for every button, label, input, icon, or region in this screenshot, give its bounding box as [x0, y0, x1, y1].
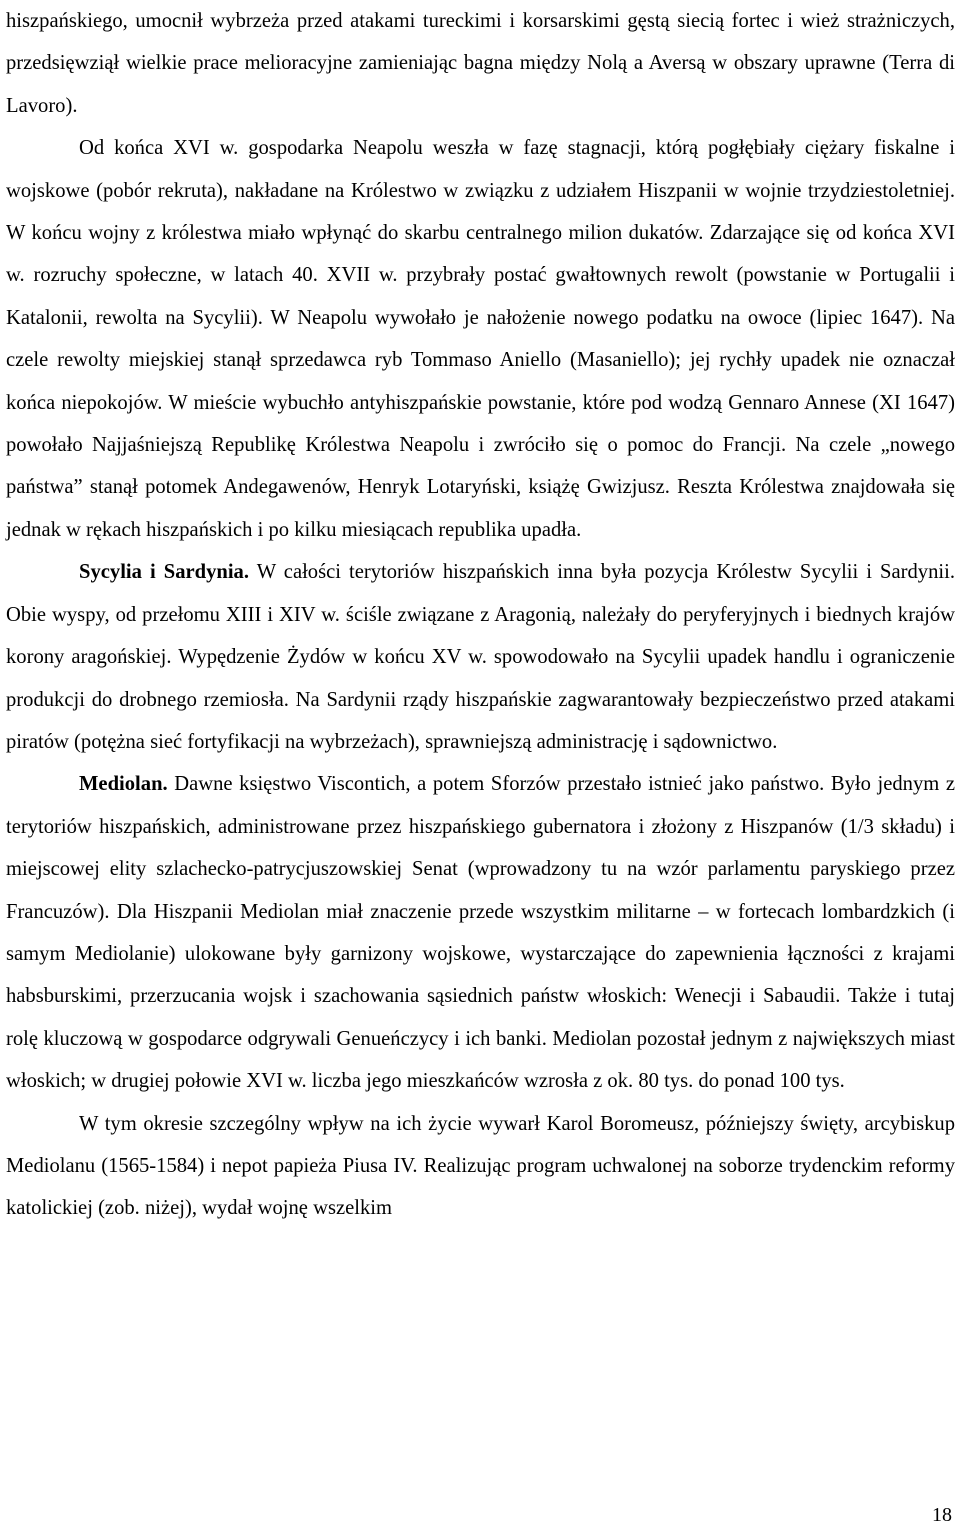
paragraph-sicily-sardinia: [6, 551, 955, 763]
section-heading-sicily-sardinia: Sycylia i Sardynia.: [79, 561, 250, 584]
paragraph-text: hiszpańskiego, umocnił wybrzeża przed atakami tureckimi i korsarskimi gęstą siecią fortec i wież strażniczych, przedsięwziął wielkie prace melioracyjne zamieniając bagna między Nolą a Aversą w obszary uprawne (Terra di Lavoro).: [6, 10, 955, 117]
paragraph-borromeo: [6, 1103, 955, 1230]
section-heading-milan: Mediolan.: [79, 773, 168, 796]
paragraph-naples-economy: [6, 127, 955, 551]
paragraph-text: W tym okresie szczególny wpływ na ich życie wywarł Karol Boromeusz, późniejszy święty, arcybiskup Mediolanu (1565-1584) i nepot papieża Piusa IV. Realizując program uchwalonej na soborze trydenckim reformy katolickiej (zob. niżej), wydał wojnę wszelkim: [6, 1112, 955, 1220]
page-number: 18: [932, 1504, 952, 1526]
paragraph-text: Od końca XVI w. gospodarka Neapolu weszła w fazę stagnacji, którą pogłębiały ciężary fiskalne i wojskowe (pobór rekruta), nakładane na Królestwo w związku z udziałem Hiszpanii w wojnie trzydziestoletniej. W końcu wojny z królestwa miało wpłynąć do skarbu centralnego milion dukatów. Zdarzające się od końca XVI w. rozruchy społeczne, w latach 40. XVII w. przybrały postać gwałtownych rewolt (powstanie w Portugalii i Katalonii, rewolta na Sycylii). W Neapolu wywołało je nałożenie nowego podatku na owoce (lipiec 1647). Na czele rewolty miejskiej stanął sprzedawca ryb Tommaso Aniello (Masaniello); jej rychły upadek nie oznaczał końca niepokojów. W mieście wybuchło antyhiszpańskie powstanie, które pod wodzą Gennaro Annese (XI 1647) powołało Najjaśniejszą Republikę Królestwa Neapolu i zwróciło się o pomoc do Francji. Na czele „nowego państwa” stanął potomek Andegawenów, Henryk Lotaryński, książę Gwizjusz. Reszta Królestwa znajdowała się jednak w rękach hiszpańskich i po kilku miesiącach republika upadła.: [6, 137, 955, 541]
paragraph-milan: [6, 763, 955, 1102]
paragraph-text: Dawne księstwo Viscontich, a potem Sforzów przestało istnieć jako państwo. Było jednym z terytoriów hiszpańskich, administrowane przez hiszpańskiego gubernatora i złożony z Hiszpanów (1/3 składu) i miejscowej elity szlachecko-patrycjuszowskiej Senat (wprowadzony tu na wzór parlamentu paryskiego przez Francuzów). Dla Hiszpanii Mediolan miał znaczenie przede wszystkim militarne – w fortecach lombardzkich (i samym Mediolanie) ulokowane były garnizony wojskowe, wystarczające do zapewnienia łączności z krajami habsburskimi, przerzucania wojsk i szachowania sąsiednich państw włoskich: Wenecji i Sabaudii. Także i tutaj rolę kluczową w gospodarce odgrywali Genueńczycy i ich banki. Mediolan pozostał jednym z największych miast włoskich; w drugiej połowie XVI w. liczba jego mieszkańców wzrosła z ok. 80 tys. do ponad 100 tys.: [6, 773, 955, 1093]
body-text: [6, 0, 955, 1230]
paragraph-continuation: [6, 0, 955, 127]
paragraph-text: W całości terytoriów hiszpańskich inna była pozycja Królestw Sycylii i Sardynii. Obie wyspy, od przełomu XIII i XIV w. ściśle związane z Aragonią, należały do peryferyjnych i biednych krajów korony aragońskiej. Wypędzenie Żydów w końcu XV w. spowodowało na Sycylii upadek handlu i ograniczenie produkcji do drobnego rzemiosła. Na Sardynii rządy hiszpańskie zagwarantowały bezpieczeństwo przed atakami piratów (potężna sieć fortyfikacji na wybrzeżach), sprawniejszą administrację i sądownictwo.: [6, 561, 955, 753]
